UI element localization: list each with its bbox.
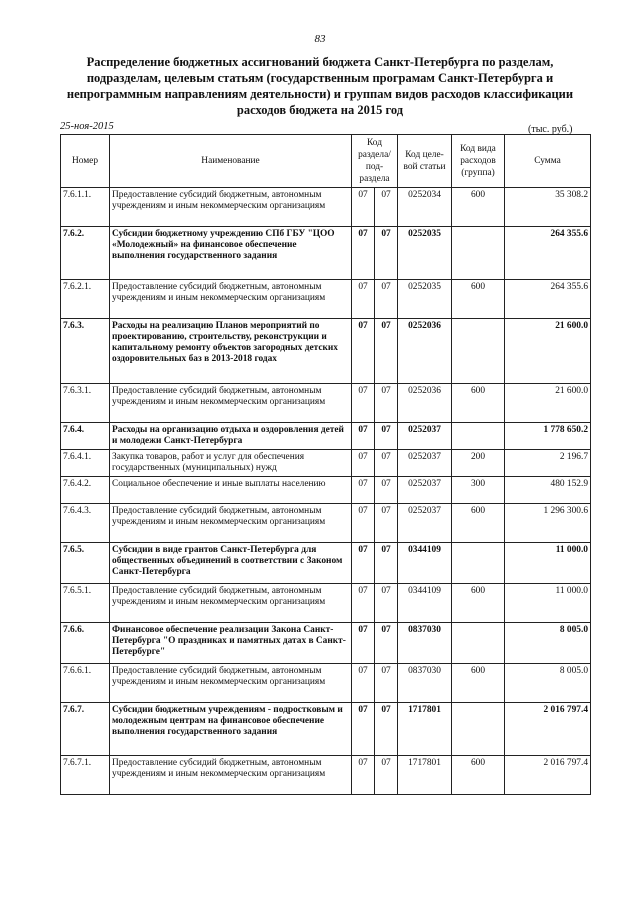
row-number: 7.6.4.1. [61,450,110,477]
row-group-code: 600 [452,504,505,543]
table-row [61,756,591,795]
row-number: 7.6.1.1. [61,188,110,227]
row-group-code [452,423,505,450]
row-amount: 2 196.7 [505,450,591,477]
row-amount: 35 308.2 [505,188,591,227]
row-number: 7.6.5. [61,543,110,584]
table-body [61,188,591,795]
document-title: Распределение бюджетных ассигнований бюджета Санкт-Петербурга по разделам, подразделам, целевым статьям (государственным програмам Санкт-Петербурга и непрограммным направлениям деятельности) и группам видов расходов классификации расходов бюджета на 2015 год [66,55,574,117]
header-amount: Сумма [505,135,591,188]
table-header-row [61,135,591,188]
table-row [61,543,591,584]
units-label: (тыс. руб.) [528,124,573,135]
row-target-code: 0252036 [398,384,452,423]
row-section-code: 07 [352,477,375,504]
table-row [61,450,591,477]
row-name: Предоставление субсидий бюджетным, автономным учреждениям и иным некоммерческим организациям [110,188,352,227]
table-row [61,703,591,756]
row-number: 7.6.2.1. [61,280,110,319]
row-subsection-code: 07 [375,450,398,477]
row-subsection-code: 07 [375,756,398,795]
row-group-code: 600 [452,384,505,423]
row-group-code: 600 [452,188,505,227]
row-target-code: 0344109 [398,584,452,623]
row-group-code: 200 [452,450,505,477]
row-section-code: 07 [352,384,375,423]
table-row [61,280,591,319]
row-target-code: 0252037 [398,423,452,450]
row-amount: 480 152.9 [505,477,591,504]
row-subsection-code: 07 [375,319,398,384]
row-target-code: 0252034 [398,188,452,227]
row-subsection-code: 07 [375,384,398,423]
row-subsection-code: 07 [375,584,398,623]
header-number: Номер [61,135,110,188]
row-target-code: 0252036 [398,319,452,384]
row-number: 7.6.6. [61,623,110,664]
row-amount: 264 355.6 [505,227,591,280]
row-section-code: 07 [352,319,375,384]
row-section-code: 07 [352,188,375,227]
table-row [61,623,591,664]
header-section-code: Код раздела/ под- раздела [352,135,398,188]
row-group-code [452,319,505,384]
row-name: Социальное обеспечение и иные выплаты населению [110,477,352,504]
table-row [61,319,591,384]
row-section-code: 07 [352,623,375,664]
row-subsection-code: 07 [375,188,398,227]
row-section-code: 07 [352,280,375,319]
row-subsection-code: 07 [375,703,398,756]
row-name: Финансовое обеспечение реализации Закона Санкт-Петербурга "О праздниках и памятных датах в Санкт-Петербурге" [110,623,352,664]
row-number: 7.6.4. [61,423,110,450]
row-number: 7.6.6.1. [61,664,110,703]
table-row [61,188,591,227]
row-section-code: 07 [352,450,375,477]
row-target-code: 0252035 [398,227,452,280]
header-name: Наименование [110,135,352,188]
row-target-code: 0252035 [398,280,452,319]
row-name: Закупка товаров, работ и услуг для обеспечения государственных (муниципальных) нужд [110,450,352,477]
row-subsection-code: 07 [375,664,398,703]
row-name: Предоставление субсидий бюджетным, автономным учреждениям и иным некоммерческим организациям [110,384,352,423]
row-target-code: 0252037 [398,450,452,477]
row-subsection-code: 07 [375,227,398,280]
row-section-code: 07 [352,703,375,756]
table-row [61,384,591,423]
table-row [61,664,591,703]
row-subsection-code: 07 [375,623,398,664]
row-number: 7.6.7.1. [61,756,110,795]
page-number: 83 [314,33,326,45]
row-subsection-code: 07 [375,477,398,504]
row-amount: 21 600.0 [505,319,591,384]
row-section-code: 07 [352,227,375,280]
row-amount: 8 005.0 [505,664,591,703]
row-amount: 1 778 650.2 [505,423,591,450]
row-number: 7.6.2. [61,227,110,280]
document-date: 25-ноя-2015 [60,121,114,132]
row-section-code: 07 [352,664,375,703]
row-amount: 11 000.0 [505,584,591,623]
row-group-code [452,543,505,584]
row-group-code: 600 [452,664,505,703]
row-group-code: 600 [452,756,505,795]
row-number: 7.6.3.1. [61,384,110,423]
header-group-code: Код вида расходов (группа) [452,135,505,188]
row-number: 7.6.5.1. [61,584,110,623]
table-row [61,584,591,623]
row-section-code: 07 [352,584,375,623]
row-name: Предоставление субсидий бюджетным, автономным учреждениям и иным некоммерческим организациям [110,584,352,623]
row-group-code: 600 [452,280,505,319]
table-row [61,504,591,543]
row-number: 7.6.4.2. [61,477,110,504]
row-amount: 21 600.0 [505,384,591,423]
row-group-code: 600 [452,584,505,623]
row-amount: 2 016 797.4 [505,703,591,756]
header-target-code: Код целе- вой статьи [398,135,452,188]
row-amount: 11 000.0 [505,543,591,584]
table-row [61,423,591,450]
row-section-code: 07 [352,423,375,450]
row-name: Субсидии в виде грантов Санкт-Петербурга для общественных объединений в соответствии с Законом Санкт-Петербурга [110,543,352,584]
row-number: 7.6.3. [61,319,110,384]
row-target-code: 0252037 [398,504,452,543]
row-section-code: 07 [352,504,375,543]
row-name: Субсидии бюджетному учреждению СПб ГБУ "ЦОО «Молодежный» на финансовое обеспечение выполнения государственного задания [110,227,352,280]
row-group-code [452,703,505,756]
row-section-code: 07 [352,543,375,584]
row-section-code: 07 [352,756,375,795]
row-target-code: 0837030 [398,623,452,664]
row-name: Субсидии бюджетным учреждениям - подростковым и молодежным центрам на финансовое обеспечение выполнения государственного задания [110,703,352,756]
row-name: Предоставление субсидий бюджетным, автономным учреждениям и иным некоммерческим организациям [110,756,352,795]
row-name: Предоставление субсидий бюджетным, автономным учреждениям и иным некоммерческим организациям [110,504,352,543]
row-subsection-code: 07 [375,504,398,543]
row-subsection-code: 07 [375,423,398,450]
table-row [61,227,591,280]
row-group-code [452,227,505,280]
row-number: 7.6.7. [61,703,110,756]
table-row [61,477,591,504]
row-target-code: 0344109 [398,543,452,584]
row-target-code: 1717801 [398,703,452,756]
row-name: Расходы на организацию отдыха и оздоровления детей и молодежи Санкт-Петербурга [110,423,352,450]
row-subsection-code: 07 [375,280,398,319]
row-name: Расходы на реализацию Планов мероприятий по проектированию, строительству, реконструкции и капитальному ремонту объектов загородных детских оздоровительных баз в 2013-2018 годах [110,319,352,384]
row-target-code: 0837030 [398,664,452,703]
row-amount: 1 296 300.6 [505,504,591,543]
row-group-code: 300 [452,477,505,504]
row-amount: 2 016 797.4 [505,756,591,795]
row-amount: 8 005.0 [505,623,591,664]
row-target-code: 0252037 [398,477,452,504]
row-name: Предоставление субсидий бюджетным, автономным учреждениям и иным некоммерческим организациям [110,664,352,703]
row-subsection-code: 07 [375,543,398,584]
row-number: 7.6.4.3. [61,504,110,543]
row-group-code [452,623,505,664]
budget-table [60,134,591,795]
row-name: Предоставление субсидий бюджетным, автономным учреждениям и иным некоммерческим организациям [110,280,352,319]
row-amount: 264 355.6 [505,280,591,319]
row-target-code: 1717801 [398,756,452,795]
